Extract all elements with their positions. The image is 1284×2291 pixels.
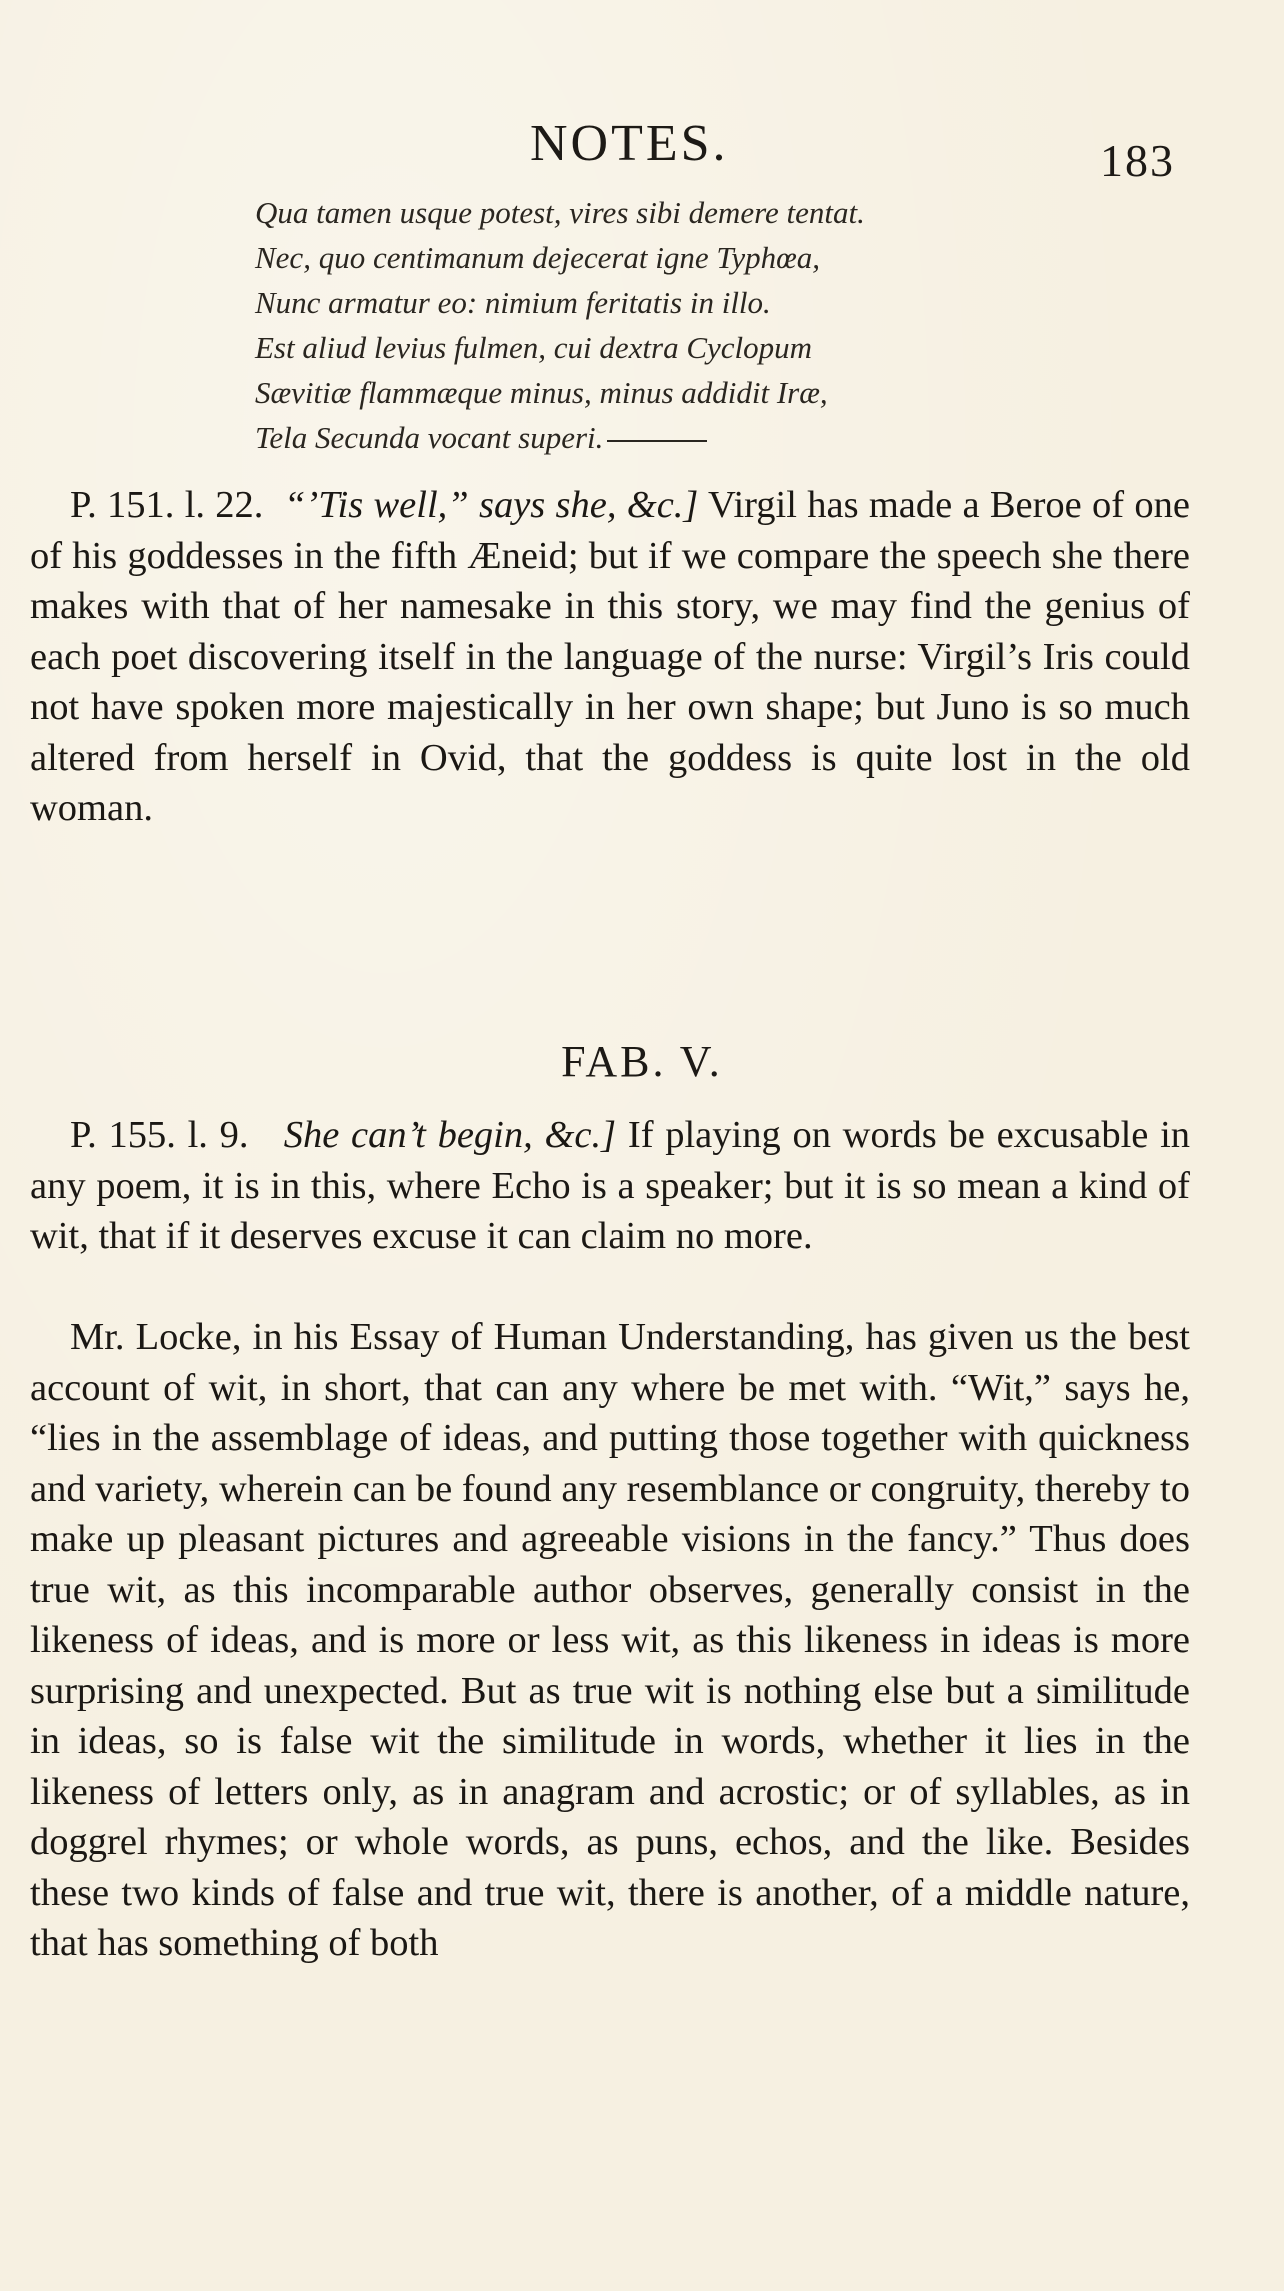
verse-line: Nec, quo centimanum dejecerat igne Typhœa, xyxy=(255,240,821,275)
page-number: 183 xyxy=(1100,135,1175,186)
page-line-reference: P. 151. l. 22. xyxy=(70,484,264,526)
verse-line: Tela Secunda vocant superi. xyxy=(255,415,1075,460)
verse-line: Qua tamen usque potest, vires sibi demere tentat. xyxy=(255,195,865,230)
verse-line: Sævitiæ flammæque minus, minus addidit Iræ, xyxy=(255,375,828,410)
note-paragraph-echo xyxy=(30,1110,1190,1262)
verse-line: Nunc armatur eo: nimium feritatis in illo. xyxy=(255,285,771,320)
page-line-reference: P. 155. l. 9. xyxy=(70,1114,249,1156)
running-head: NOTES. xyxy=(530,115,729,172)
section-heading: FAB. V. xyxy=(561,1037,723,1086)
quoted-lemma: “’Tis well,” says she, &c.] xyxy=(284,484,699,526)
verse-line: Est aliud levius fulmen, cui dextra Cyclopum xyxy=(255,330,813,365)
latin-verse-quotation xyxy=(255,190,1075,460)
paragraph-text: Virgil has made a Beroe of one of his goddesses in the fifth Æneid; but if we compare the speech she there makes with that of her namesake in this story, we may find the genius of each poet discovering itself in the language of the nurse: Virgil’s Iris could not have spoken more majestically in her own shape; but Juno is so much altered from herself in Ovid, that the goddess is quite lost in the old woman. xyxy=(30,484,1190,829)
note-paragraph-beroe xyxy=(30,480,1190,834)
paragraph-text: If playing on words be excusable in any poem, it is in this, where Echo is a speaker; but it is so mean a kind of wit, that if it deserves excuse it can claim no more. xyxy=(30,1114,1191,1257)
note-paragraph-locke xyxy=(30,1312,1190,1969)
quoted-lemma: She can’t begin, &c.] xyxy=(283,1114,617,1156)
paragraph-text: Mr. Locke, in his Essay of Human Understanding, has given us the best account of wit, in short, that can any where be met with. “Wit,” says he, “lies in the assemblage of ideas, and putting those together with quickness and variety, wherein can be found any resemblance or congruity, thereby to make up pleasant pictures and agreeable visions in the fancy.” Thus does true wit, as this incomparable author observes, generally consist in the likeness of ideas, and is more or less wit, as this likeness in ideas is more surprising and unexpected. But as true wit is nothing else but a similitude in ideas, so is false wit the similitude in words, whether it lies in the likeness of letters only, as in anagram and acrostic; or of syllables, as in doggrel rhymes; or whole words, as puns, echos, and the like. Besides these two kinds of false and true wit, there is another, of a middle nature, that has something of both xyxy=(30,1316,1190,1964)
